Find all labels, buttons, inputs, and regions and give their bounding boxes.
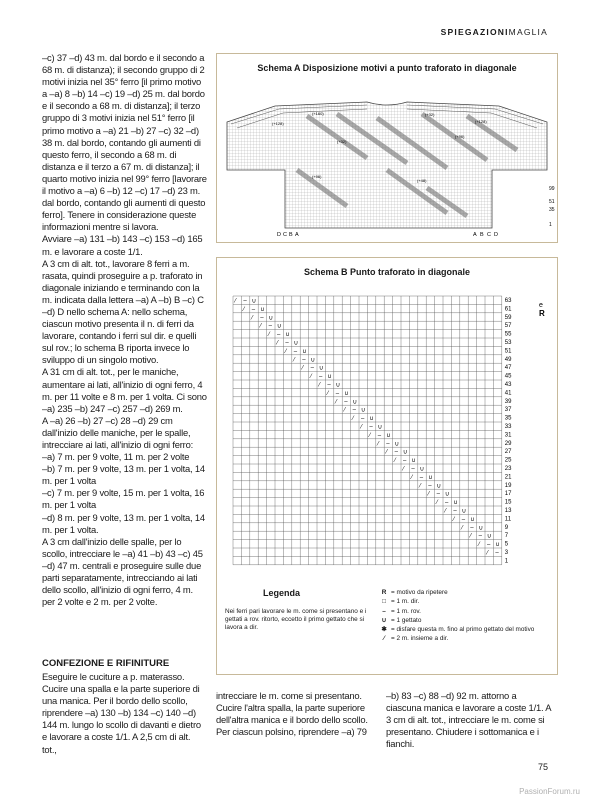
stitch-symbol: ∪ — [470, 516, 475, 523]
legend-symbol: ✱ — [381, 626, 387, 634]
stitch-symbol: ⁄ — [361, 424, 363, 431]
header-light: MAGLIA — [508, 27, 548, 37]
motif-label: (+96) — [455, 134, 465, 139]
motif-label: (+48) — [417, 178, 427, 183]
stitch-symbol: – — [285, 340, 289, 347]
stitch-symbol: ⁄ — [461, 525, 463, 532]
motif-label: (+32) — [337, 139, 347, 144]
schema-b-chart — [217, 290, 557, 590]
paragraph: Avviare –a) 131 –b) 143 –c) 153 –d) 165 m. e lavorare a coste 1/1. — [42, 233, 203, 257]
row-number: 15 — [504, 499, 512, 506]
row-number: 49 — [504, 356, 512, 363]
stitch-symbol: ⁄ — [310, 374, 312, 381]
stitch-symbol: ∪ — [285, 332, 290, 339]
stitch-symbol: – — [436, 491, 440, 498]
side-mark: 1 — [549, 222, 552, 228]
legend-text: = 2 m. insieme a dir. — [391, 635, 449, 643]
row-number: 57 — [504, 323, 512, 330]
stitch-symbol: ∪ — [478, 525, 484, 532]
row-number: 61 — [504, 306, 512, 313]
stitch-symbol: ∪ — [487, 533, 492, 540]
stitch-symbol: – — [352, 407, 356, 414]
stitch-symbol: – — [461, 516, 466, 523]
legend-title: Legenda — [263, 588, 301, 598]
row-number: 13 — [504, 508, 512, 514]
row-number: 31 — [504, 432, 512, 439]
row-number: 5 — [504, 541, 509, 548]
stitch-symbol: ⁄ — [302, 365, 304, 372]
legend-item — [377, 607, 534, 616]
motif-label: (+128) — [475, 119, 487, 124]
stitch-symbol: – — [495, 550, 499, 557]
row-number: 63 — [504, 298, 512, 304]
paragraph: –c) 7 m. per 9 volte, 15 m. per 1 volta, 16 m. per 1 volta — [42, 487, 205, 511]
side-mark: 99 — [549, 186, 555, 192]
stitch-symbol: ⁄ — [428, 491, 430, 498]
stitch-symbol: ∪ — [319, 365, 324, 372]
row-number: 27 — [504, 449, 512, 456]
stitch-symbol: ∪ — [403, 449, 408, 456]
stitch-symbol: ∪ — [277, 323, 282, 330]
confezione-text: Eseguire le cuciture a p. materasso. Cucire una spalla e la parte superiore di una manica. Per il bordo dello scollo, riprendere –a) 130 –b) 134 –c) 140 –d) 144 m. lungo lo scollo di davanti e dietro e lavorare a coste 1/1. A 2,5 cm di alt. tot., — [42, 671, 201, 755]
row-number: 35 — [504, 415, 512, 422]
letter-label: A — [295, 232, 299, 238]
stitch-symbol: ∪ — [386, 432, 391, 439]
row-number: 37 — [504, 407, 512, 414]
side-mark: 35 — [549, 207, 555, 213]
stitch-symbol: – — [369, 424, 373, 431]
stitch-symbol: ⁄ — [487, 550, 489, 557]
row-number: 33 — [504, 424, 512, 430]
stitch-symbol: ∪ — [310, 357, 316, 364]
row-number: 41 — [504, 390, 512, 397]
row-number: 11 — [504, 516, 512, 523]
middle-column-text: intrecciare le m. come si presentano. Cucire l'altra spalla, la parte superiore dell'altra manica e il bordo dello scollo. Per ciascun polsino, riprendere –a) 79 — [216, 690, 368, 738]
repeat-marker: R — [539, 309, 545, 318]
stitch-symbol: ∪ — [293, 340, 299, 347]
stitch-symbol: – — [394, 449, 398, 456]
side-mark: 51 — [549, 199, 555, 205]
watermark: PassionForum.ru — [519, 787, 580, 796]
paragraph: A 3 cm di alt. tot., lavorare 8 ferri a m. rasata, quindi proseguire a p. traforato in diagonale iniziando e terminando con la m. indicata dalla lettera –a) A –b) B –c) C –d) D nello schema A: nello schema, ciascun motivo presenta il n. di ferri da lavorare, contando i ferri sul dir. e quelli sul rov.; lo schema B riporta invece lo sviluppo di un singolo motivo. — [42, 257, 204, 366]
stitch-symbol: ⁄ — [243, 306, 245, 313]
legend-text: = disfare questa m. fino al primo gettato del motivo — [391, 626, 535, 634]
paragraph: A –a) 26 –b) 27 –c) 28 –d) 29 cm dall'inizio delle maniche, per le spalle, intrecciare ai lati, all'inizio di ogni ferro: — [42, 414, 193, 450]
stitch-symbol: ⁄ — [445, 508, 447, 515]
letter-label: B — [480, 232, 484, 238]
row-number: 55 — [504, 331, 512, 338]
row-number: 53 — [504, 340, 512, 346]
stitch-symbol: ∪ — [260, 306, 265, 313]
letter-label: D — [277, 232, 281, 238]
stitch-symbol: – — [243, 298, 247, 305]
legend-symbol: – — [382, 607, 386, 615]
stitch-symbol: ⁄ — [293, 357, 295, 364]
legend-text: = 1 m. rov. — [391, 607, 421, 615]
stitch-symbol: ⁄ — [352, 416, 354, 423]
legend-item — [377, 625, 534, 634]
stitch-symbol: – — [487, 542, 491, 549]
letter-label: A — [473, 232, 477, 238]
stitch-symbol: ∪ — [361, 407, 366, 414]
left-column — [42, 52, 207, 608]
stitch-symbol: – — [327, 382, 331, 389]
stitch-symbol: – — [344, 399, 348, 406]
stitch-symbol: – — [319, 374, 323, 381]
right-column-text: –b) 83 –c) 88 –d) 92 m. attorno a ciascuna manica e lavorare a coste 1/1. A 3 cm di alt. tot., intrecciare le m. come si presentano. Chiudere i sottomanica e i fianchi. — [386, 690, 551, 750]
stitch-symbol: – — [268, 323, 272, 330]
stitch-symbol: – — [377, 432, 382, 439]
stitch-symbol: ⁄ — [377, 441, 379, 448]
paragraph: A 3 cm dall'inizio delle spalle, per lo scollo, intrecciare le –a) 41 –b) 43 –c) 45 –d) 47 m. centrali e proseguire sulle due parti separatamente, intrecciando ai lati dello scollo, all'inizio di ogni ferro, 4 m. per 2 volte e 2 m. per 2 volte. — [42, 535, 203, 608]
paragraph: –b) 7 m. per 9 volte, 13 m. per 1 volta, 14 m. per 1 volta — [42, 463, 205, 487]
stitch-symbol: – — [428, 483, 432, 490]
page-number: 75 — [537, 762, 548, 772]
row-number: 51 — [504, 348, 512, 355]
stitch-symbol: ⁄ — [453, 516, 455, 523]
letter-label: B — [289, 232, 293, 238]
motif-label: (+96) — [312, 174, 322, 179]
stitch-symbol: ∪ — [377, 424, 383, 431]
row-number: 45 — [504, 373, 512, 380]
stitch-symbol: – — [386, 441, 390, 448]
stitch-symbol: – — [277, 332, 281, 339]
legend-symbol: ∪ — [381, 616, 387, 624]
row-number: 47 — [504, 365, 512, 372]
stitch-symbol: ∪ — [268, 315, 274, 322]
stitch-symbol: ∪ — [453, 500, 458, 507]
stitch-symbol: ⁄ — [251, 315, 253, 322]
legend-symbol: ⁄ — [383, 635, 385, 643]
legend-list — [377, 588, 534, 644]
stitch-symbol: – — [403, 458, 407, 465]
stitch-symbol: – — [335, 390, 340, 397]
stitch-symbol: ∪ — [436, 483, 442, 490]
row-number: 19 — [504, 482, 512, 489]
stitch-symbol: – — [361, 416, 365, 423]
stitch-symbol: ⁄ — [319, 382, 321, 389]
schema-a-panel — [216, 53, 558, 243]
stitch-symbol: ⁄ — [419, 483, 421, 490]
row-number: 43 — [504, 382, 512, 388]
stitch-symbol: ∪ — [411, 458, 416, 465]
row-number: 39 — [504, 398, 512, 405]
stitch-symbol: ∪ — [302, 348, 307, 355]
stitch-symbol: ⁄ — [369, 432, 371, 439]
row-number: 17 — [504, 491, 512, 498]
motif-label: (+128) — [272, 121, 284, 126]
stitch-symbol: – — [445, 500, 449, 507]
stitch-symbol: ⁄ — [478, 542, 480, 549]
stitch-symbol: ∪ — [251, 298, 257, 305]
stitch-symbol: ∪ — [352, 399, 358, 406]
row-number: 1 — [504, 558, 509, 565]
row-number: 25 — [504, 457, 512, 464]
stitch-symbol: ⁄ — [386, 449, 388, 456]
stitch-symbol: ⁄ — [235, 298, 237, 305]
stitch-symbol: ⁄ — [403, 466, 405, 473]
legend-item — [377, 588, 534, 597]
letter-label: D — [494, 232, 498, 238]
legend-symbol: R — [381, 589, 387, 596]
legend-note: Nei ferri pari lavorare le m. come si presentano e i gettati a rov. ritorto, eccetto il primo gettato che si lavora a dir. — [225, 608, 367, 631]
row-number: 21 — [504, 474, 512, 481]
row-number: 29 — [504, 440, 512, 447]
paragraph: –a) 7 m. per 9 volte, 11 m. per 2 volte — [42, 451, 190, 463]
stitch-symbol: ⁄ — [327, 390, 329, 397]
row-number: 3 — [504, 550, 509, 556]
legend-text: = motivo da ripetere — [391, 589, 448, 596]
stitch-symbol: ⁄ — [436, 500, 438, 507]
paragraph: A 31 cm di alt. tot., per le maniche, aumentare ai lati, all'inizio di ogni ferro, 4 m. per 11 volte e 8 m. per 1 volta. Ci sono –a) 235 –b) 247 –c) 257 –d) 269 m. — [42, 366, 207, 414]
row-number: 23 — [504, 466, 512, 472]
schema-b-panel — [216, 257, 558, 675]
paragraph: –d) 8 m. per 9 volte, 13 m. per 1 volta, 14 m. per 1 volta. — [42, 511, 205, 535]
legend-symbol: □ — [382, 598, 386, 606]
stitch-symbol: ∪ — [495, 542, 500, 549]
stitch-symbol: – — [293, 348, 298, 355]
repeat-note: e — [539, 302, 543, 309]
stitch-symbol: ∪ — [419, 466, 425, 473]
legend-item — [377, 616, 534, 625]
stitch-symbol: ⁄ — [394, 458, 396, 465]
section-title: CONFEZIONE E RIFINITURE — [42, 658, 170, 669]
row-number: 9 — [504, 524, 509, 531]
schema-a-diagram — [217, 78, 557, 238]
stitch-symbol: ⁄ — [277, 340, 279, 347]
schema-a-title: Schema A Disposizione motivi a punto traforato in diagonale — [257, 63, 517, 73]
row-number: 59 — [504, 314, 512, 321]
stitch-symbol: – — [470, 525, 474, 532]
stitch-symbol: ∪ — [327, 374, 332, 381]
schema-b-title: Schema B Punto traforato in diagonale — [303, 267, 471, 277]
row-number: 7 — [504, 533, 509, 540]
stitch-symbol: ⁄ — [335, 399, 337, 406]
stitch-symbol: ∪ — [369, 416, 374, 423]
header-bold: SPIEGAZIONI — [440, 27, 509, 37]
stitch-symbol: – — [302, 357, 306, 364]
letter-label: C — [283, 232, 287, 238]
stitch-symbol: ⁄ — [470, 533, 472, 540]
stitch-symbol: ∪ — [461, 508, 467, 515]
stitch-symbol: – — [310, 365, 314, 372]
stitch-symbol: ⁄ — [268, 332, 270, 339]
letter-label: C — [487, 232, 491, 238]
stitch-symbol: – — [260, 315, 264, 322]
legend-text: = 1 gettato — [391, 616, 422, 624]
motif-label: (+32) — [425, 112, 435, 117]
motif-label: (+160) — [312, 111, 324, 116]
stitch-symbol: ⁄ — [260, 323, 262, 330]
stitch-symbol: – — [419, 474, 424, 481]
stitch-symbol: ∪ — [445, 491, 450, 498]
stitch-symbol: ∪ — [335, 382, 341, 389]
stitch-symbol: ∪ — [428, 474, 433, 481]
stitch-symbol: ⁄ — [285, 348, 287, 355]
stitch-symbol: – — [411, 466, 415, 473]
stitch-symbol: – — [453, 508, 457, 515]
stitch-symbol: ∪ — [394, 441, 400, 448]
section-header — [441, 27, 548, 37]
stitch-symbol: – — [251, 306, 256, 313]
stitch-symbol: ⁄ — [411, 474, 413, 481]
stitch-symbol: – — [478, 533, 482, 540]
legend-item — [377, 634, 534, 643]
stitch-symbol: ⁄ — [344, 407, 346, 414]
paragraph: –c) 37 –d) 43 m. dal bordo e il secondo a 68 m. di distanza); il secondo gruppo di 2 motivi inizia nel 35° ferro [il primo motivo a –a) 8 –b) 14 –c) 19 –d) 25 m. dal bordo e il secondo a 68 m. di distanza]; il terzo gruppo di 3 motivi inizia nel 51° ferro [il primo motivo a –a) 21 –b) 27 –c) 32 –d) 38 m. dal bordo, contando gli aumenti di questo ferro, il secondo a 68 m. di distanza e il terzo a 67 m. di distanza]; il quarto motivo inizia nel 99° ferro [lavorare il motivo a –a) 6 –b) 12 –c) 17 –d) 23 m. dal bordo, contando gli aumenti di questo ferro]. Tenere in considerazione queste informazioni mentre si lavora. — [42, 52, 207, 233]
legend-item — [377, 597, 534, 606]
stitch-symbol: ∪ — [344, 390, 349, 397]
legend-text: = 1 m. dir. — [391, 598, 420, 606]
